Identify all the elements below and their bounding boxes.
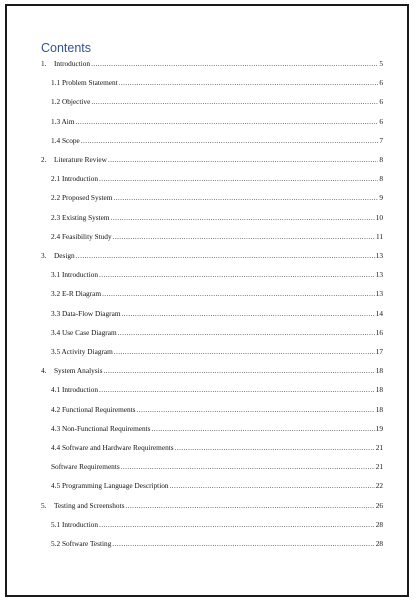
toc-entry-page-number: 28 <box>375 539 383 548</box>
toc-entry[interactable] <box>51 328 383 338</box>
toc-entry-page-number: 21 <box>375 462 383 472</box>
toc-dot-leader <box>113 232 375 242</box>
toc-entry-page-number: 19 <box>375 423 383 433</box>
toc-entry-label: 2.3 Existing System <box>51 212 110 222</box>
toc-entry-label: 2.4 Feasibility Study <box>51 231 112 241</box>
toc-entry[interactable] <box>51 97 383 107</box>
toc-dot-leader <box>114 347 375 357</box>
toc-entry-number: 3. <box>41 251 47 260</box>
toc-entry[interactable] <box>51 405 383 415</box>
toc-entry-page-number: 10 <box>375 212 383 222</box>
toc-entry[interactable] <box>51 385 383 395</box>
toc-dot-leader <box>91 97 378 107</box>
toc-entry-label: Literature Review <box>54 155 107 164</box>
toc-entry-page-number: 18 <box>375 366 383 376</box>
toc-entry-label: 4.5 Programming Language Description <box>51 481 169 491</box>
toc-entry-label: 5.1 Introduction <box>51 519 99 529</box>
toc-entry-page-number: 18 <box>375 404 383 414</box>
toc-entry[interactable] <box>51 232 383 242</box>
toc-entry-label: 4.4 Software and Hardware Requirements <box>51 443 174 452</box>
toc-entry-label: 2.1 Introduction <box>51 174 99 184</box>
toc-dot-leader <box>170 481 375 491</box>
toc-entry-page-number: 22 <box>375 481 383 491</box>
toc-dot-leader <box>76 117 379 127</box>
toc-dot-leader <box>125 501 374 511</box>
toc-entry-page-number: 18 <box>375 385 383 395</box>
toc-entry-page-number: 6 <box>379 116 383 126</box>
toc-dot-leader <box>99 270 375 280</box>
toc-entry[interactable] <box>51 193 383 203</box>
toc-entry-label: 1.3 Aim <box>51 116 75 126</box>
toc-entry-label: 4.2 Functional Requirements <box>51 404 136 414</box>
toc-entry[interactable] <box>41 251 383 261</box>
toc-dot-leader <box>99 174 378 184</box>
toc-entry-label: System Analysis <box>54 366 103 376</box>
toc-dot-leader <box>99 520 375 530</box>
toc-entry[interactable] <box>51 213 383 223</box>
toc-entry-label: Software Requirements <box>51 462 120 472</box>
toc-dot-leader <box>118 328 375 338</box>
toc-entry[interactable] <box>51 424 383 434</box>
toc-entry-number: 4. <box>41 366 47 376</box>
toc-entry-label: 4.3 Non-Functional Requirements <box>51 423 151 433</box>
toc-entry[interactable] <box>51 117 383 127</box>
toc-entry-page-number: 14 <box>375 308 383 318</box>
toc-entry-page-number: 26 <box>375 500 383 510</box>
toc-entry[interactable] <box>51 443 383 453</box>
toc-entry-page-number: 17 <box>375 347 383 356</box>
toc-entry-label: 2.2 Proposed System <box>51 193 113 203</box>
toc-entry-label: 5.2 Software Testing <box>51 539 112 548</box>
toc-entry[interactable] <box>51 462 383 472</box>
toc-entry-page-number: 7 <box>379 135 383 145</box>
toc-dot-leader <box>103 366 374 376</box>
toc-entry-page-number: 16 <box>375 327 383 337</box>
toc-entry-page-number: 8 <box>379 174 383 184</box>
toc-entry[interactable] <box>51 289 383 299</box>
toc-dot-leader <box>152 424 375 434</box>
toc-entry[interactable] <box>41 155 383 165</box>
toc-dot-leader <box>102 289 375 299</box>
toc-entry[interactable] <box>51 520 383 530</box>
toc-dot-leader <box>122 309 375 319</box>
toc-entry[interactable] <box>51 309 383 319</box>
toc-entry-page-number: 8 <box>379 155 383 164</box>
toc-dot-leader <box>113 193 378 203</box>
toc-entry-label: 1.2 Objective <box>51 97 91 107</box>
toc-entry-label: Introduction <box>54 59 91 68</box>
toc-entry[interactable] <box>51 174 383 184</box>
toc-entry-label: 3.4 Use Case Diagram <box>51 327 117 337</box>
toc-entry-page-number: 13 <box>375 270 383 280</box>
toc-entry-page-number: 28 <box>375 519 383 529</box>
document-page <box>5 4 409 597</box>
toc-entry-label: 4.1 Introduction <box>51 385 99 395</box>
toc-dot-leader <box>111 213 375 223</box>
toc-entry-page-number: 13 <box>375 289 383 299</box>
toc-heading: Contents <box>41 41 92 55</box>
toc-entry[interactable] <box>51 481 383 491</box>
toc-entry[interactable] <box>51 539 383 549</box>
toc-entry-page-number: 11 <box>375 231 383 241</box>
toc-entry-number: 2. <box>41 155 47 164</box>
toc-entry[interactable] <box>41 366 383 376</box>
toc-entry-label: 3.3 Data-Flow Diagram <box>51 308 121 318</box>
toc-entry[interactable] <box>41 59 383 69</box>
toc-entry-label: 1.1 Problem Statement <box>51 78 118 88</box>
toc-entry[interactable] <box>51 78 383 88</box>
toc-dot-leader <box>119 78 379 88</box>
toc-dot-leader <box>81 136 379 146</box>
toc-entry-number: 1. <box>41 59 47 68</box>
toc-entry[interactable] <box>51 136 383 146</box>
toc-entry-label: 3.5 Activity Diagram <box>51 347 113 356</box>
toc-dot-leader <box>175 443 375 453</box>
toc-entry[interactable] <box>51 347 383 357</box>
toc-entry-number: 5. <box>41 500 47 510</box>
toc-entry-page-number: 6 <box>379 97 383 107</box>
toc-dot-leader <box>137 405 375 415</box>
toc-dot-leader <box>121 462 375 472</box>
toc-entry-page-number: 5 <box>379 59 383 68</box>
toc-entry-page-number: 9 <box>379 193 383 203</box>
toc-entry-page-number: 6 <box>379 78 383 88</box>
toc-entry-page-number: 21 <box>375 443 383 452</box>
toc-entry[interactable] <box>41 501 383 511</box>
toc-entry-label: Design <box>54 251 75 260</box>
toc-entry-label: 1.4 Scope <box>51 135 80 145</box>
toc-list <box>7 6 407 595</box>
toc-dot-leader <box>108 155 378 165</box>
toc-entry-label: Testing and Screenshots <box>54 500 125 510</box>
toc-dot-leader <box>112 539 374 549</box>
toc-entry[interactable] <box>51 270 383 280</box>
toc-dot-leader <box>99 385 375 395</box>
toc-entry-page-number: 13 <box>375 251 383 260</box>
toc-entry-label: 3.1 Introduction <box>51 270 99 280</box>
toc-dot-leader <box>76 251 375 261</box>
toc-dot-leader <box>91 59 378 69</box>
toc-entry-label: 3.2 E-R Diagram <box>51 289 102 299</box>
